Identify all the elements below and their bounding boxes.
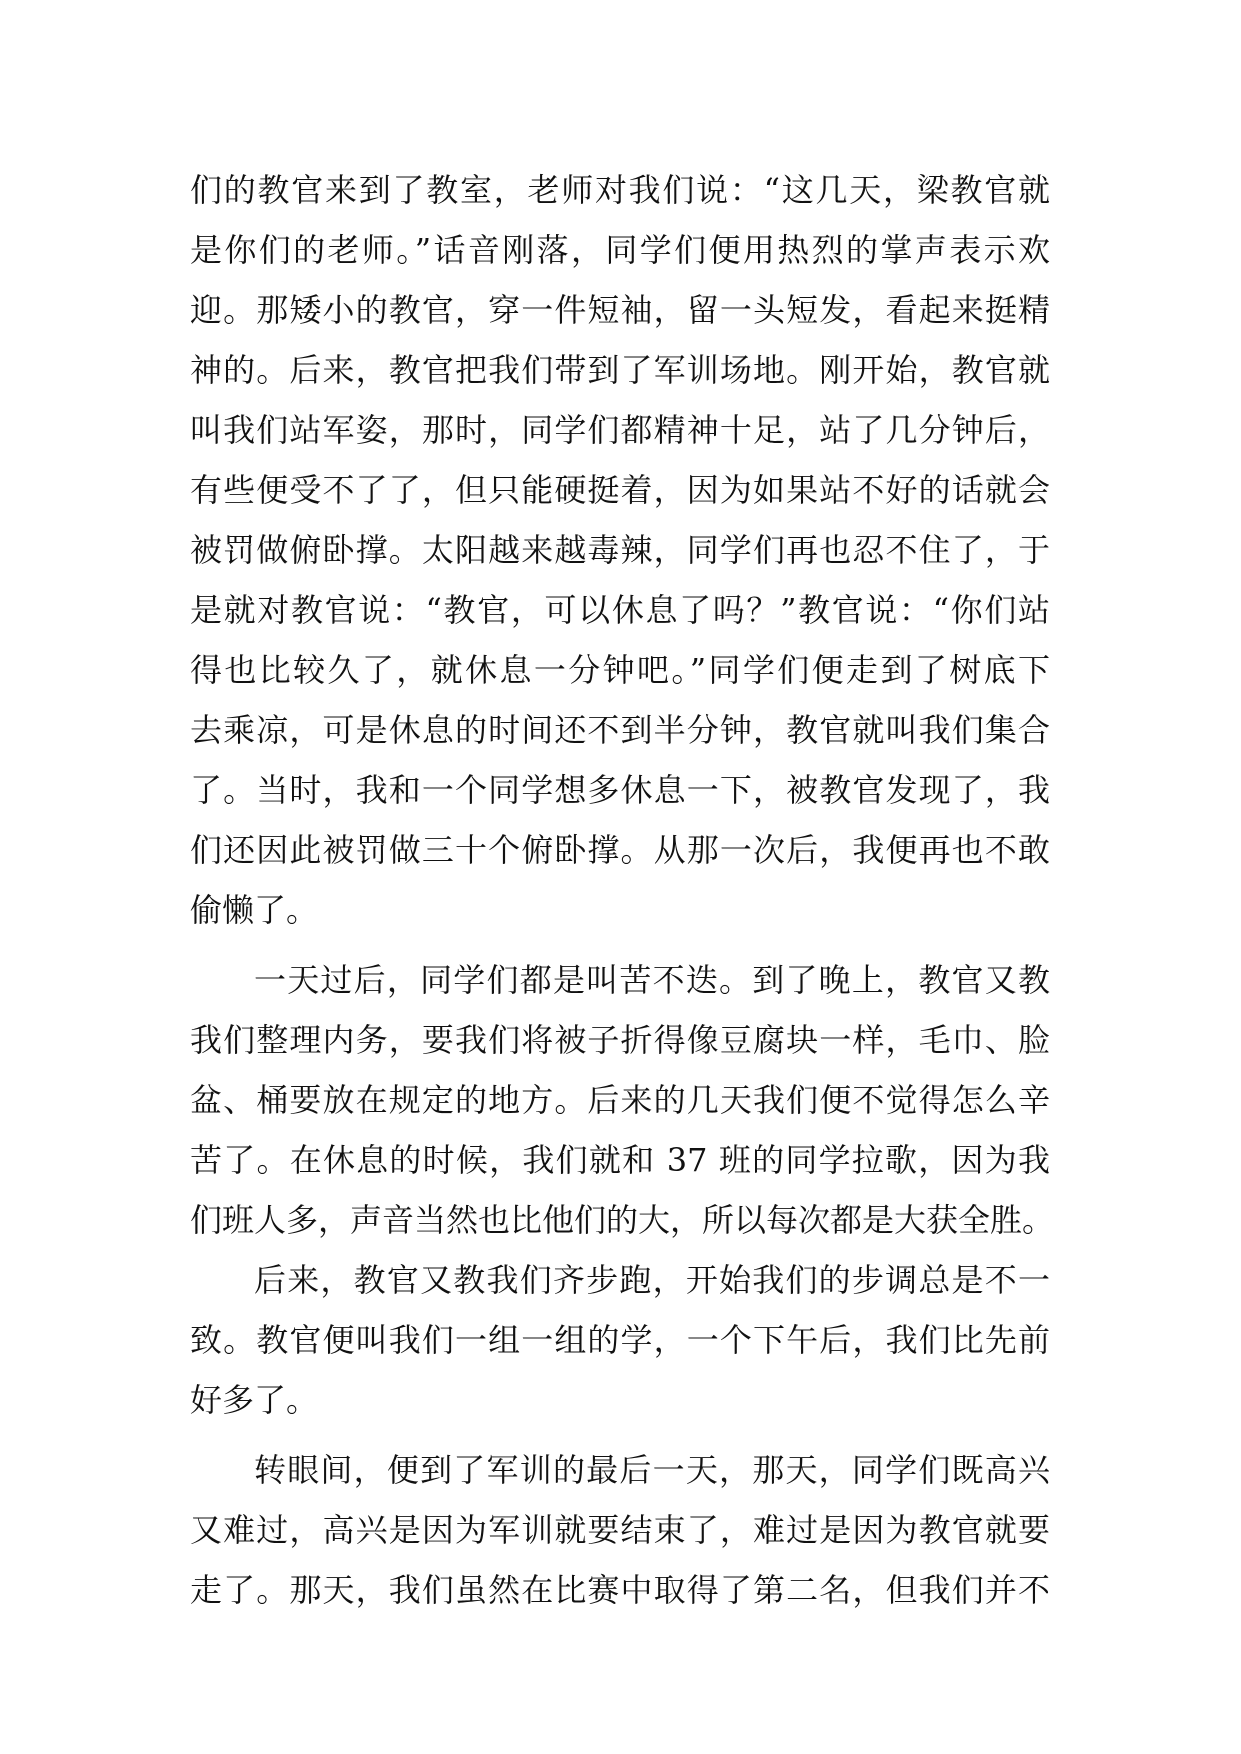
text-line: 是你们的老师。”话音刚落，同学们便用热烈的掌声表示欢 xyxy=(190,231,1050,269)
text-line: 得也比较久了，就休息一分钟吧。”同学们便走到了树底下 xyxy=(190,651,1050,689)
text-line: 们班人多，声音当然也比他们的大，所以每次都是大获全胜。 xyxy=(190,1201,1055,1239)
text-line: 好多了。 xyxy=(190,1381,319,1419)
body-text xyxy=(190,160,1055,1620)
text-line: 神的。后来，教官把我们带到了军训场地。刚开始，教官就 xyxy=(190,351,1050,389)
text-line: 转眼间，便到了军训的最后一天，那天，同学们既高兴 xyxy=(254,1451,1050,1489)
text-line: 了。当时，我和一个同学想多休息一下，被教官发现了，我 xyxy=(190,771,1050,809)
paragraph-gap xyxy=(190,1430,1050,1440)
text-line: 迎。那矮小的教官，穿一件短袖，留一头短发，看起来挺精 xyxy=(190,291,1050,329)
paragraph-2 xyxy=(190,950,1055,1250)
text-line: 致。教官便叫我们一组一组的学，一个下午后，我们比先前 xyxy=(190,1321,1050,1359)
text-line: 有些便受不了了，但只能硬挺着，因为如果站不好的话就会 xyxy=(190,471,1050,509)
text-line: 走了。那天，我们虽然在比赛中取得了第二名，但我们并不 xyxy=(190,1571,1050,1609)
text-line: 盆、桶要放在规定的地方。后来的几天我们便不觉得怎么辛 xyxy=(190,1081,1050,1119)
text-line: 一天过后，同学们都是叫苦不迭。到了晚上，教官又教 xyxy=(254,961,1050,999)
text-line: 后来，教官又教我们齐步跑，开始我们的步调总是不一 xyxy=(254,1261,1050,1299)
text-line: 又难过，高兴是因为军训就要结束了，难过是因为教官就要 xyxy=(190,1511,1050,1549)
paragraph-gap xyxy=(190,940,1050,950)
text-line: 是就对教官说：“教官，可以休息了吗？”教官说：“你们站 xyxy=(190,591,1050,629)
paragraph-3 xyxy=(190,1250,1050,1430)
text-line: 苦了。在休息的时候，我们就和 37 班的同学拉歌，因为我 xyxy=(190,1141,1050,1179)
text-line: 偷懒了。 xyxy=(190,891,319,929)
paragraph-4 xyxy=(190,1440,1050,1620)
text-line: 叫我们站军姿，那时，同学们都精神十足，站了几分钟后， xyxy=(190,411,1050,449)
text-line: 们的教官来到了教室，老师对我们说：“这几天，梁教官就 xyxy=(190,171,1050,209)
text-line: 们还因此被罚做三十个俯卧撑。从那一次后，我便再也不敢 xyxy=(190,831,1050,869)
text-line: 去乘凉，可是休息的时间还不到半分钟，教官就叫我们集合 xyxy=(190,711,1050,749)
text-line: 被罚做俯卧撑。太阳越来越毒辣，同学们再也忍不住了，于 xyxy=(190,531,1050,569)
text-line: 我们整理内务，要我们将被子折得像豆腐块一样，毛巾、脸 xyxy=(190,1021,1050,1059)
paragraph-1 xyxy=(190,160,1050,940)
